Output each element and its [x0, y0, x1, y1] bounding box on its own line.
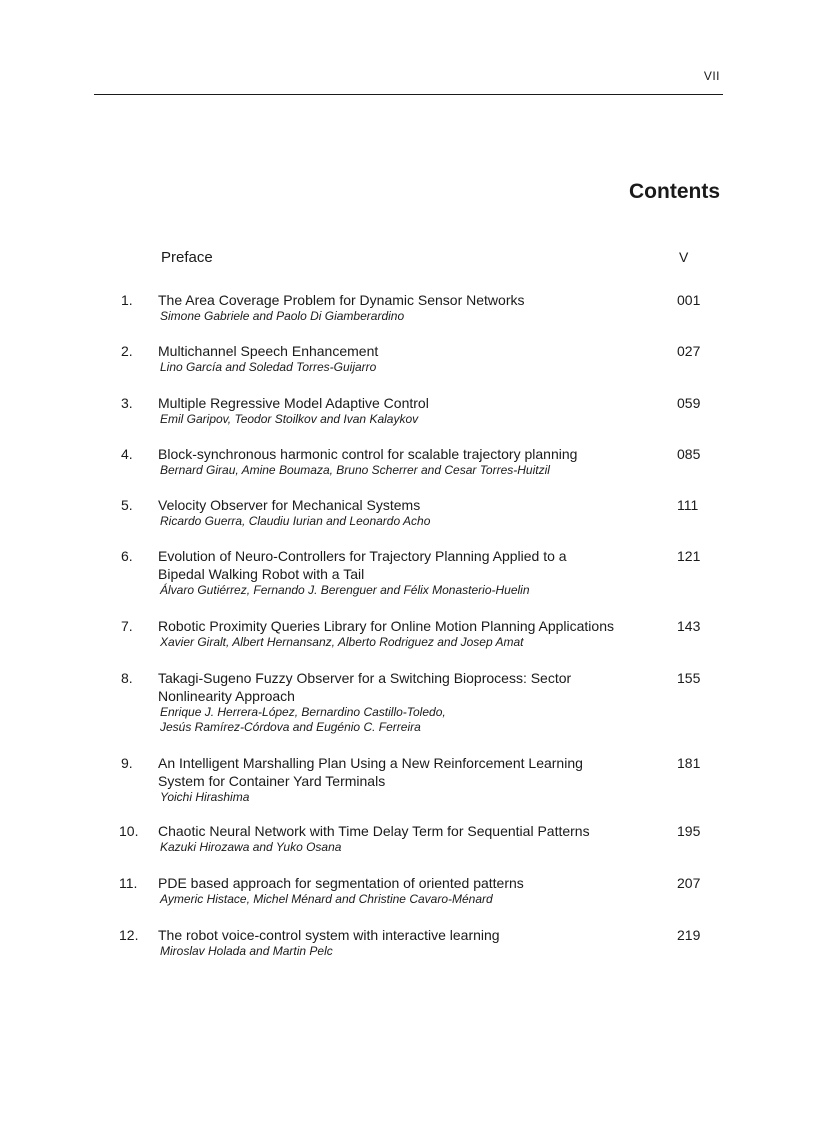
entry-authors: Xavier Giralt, Albert Hernansanz, Alberto Rodriguez and Josep Amat [160, 635, 524, 649]
entry-title: Multichannel Speech Enhancement [158, 343, 379, 359]
entry-page-number: 155 [677, 670, 701, 686]
entry-number: 1. [121, 292, 133, 308]
entry-title: An Intelligent Marshalling Plan Using a New Reinforcement Learning [158, 755, 583, 771]
entry-authors: Ricardo Guerra, Claudiu Iurian and Leonardo Acho [160, 514, 431, 528]
entry-body [158, 617, 663, 650]
entry-page-number: 085 [677, 446, 701, 462]
entry-title: PDE based approach for segmentation of oriented patterns [158, 875, 524, 891]
entry-body [158, 669, 663, 735]
entry-body [158, 291, 663, 324]
entry-body [158, 394, 663, 427]
entry-body [158, 342, 663, 375]
entry-title: Block-synchronous harmonic control for scalable trajectory planning [158, 446, 578, 462]
entry-page-number: 219 [677, 927, 701, 943]
entry-body [158, 926, 663, 959]
entry-title: Velocity Observer for Mechanical Systems [158, 497, 421, 513]
entry-page-number: 111 [677, 497, 699, 513]
entry-authors: Enrique J. Herrera-López, Bernardino Castillo-Toledo, [160, 705, 446, 719]
entry-number: 2. [121, 343, 133, 359]
entry-authors: Álvaro Gutiérrez, Fernando J. Berenguer and Félix Monasterio-Huelin [160, 583, 530, 597]
entry-authors: Emil Garipov, Teodor Stoilkov and Ivan Kalaykov [160, 412, 419, 426]
entry-title: The robot voice-control system with interactive learning [158, 927, 500, 943]
entry-body [158, 496, 663, 529]
entry-authors: Bernard Girau, Amine Boumaza, Bruno Scherrer and Cesar Torres-Huitzil [160, 463, 550, 477]
entry-authors: Jesús Ramírez-Córdova and Eugénio C. Ferreira [160, 720, 421, 734]
entry-page-number: 059 [677, 395, 701, 411]
entry-body [158, 874, 663, 907]
preface-page-number: V [679, 249, 689, 265]
entry-body [158, 754, 663, 805]
contents-title: Contents [629, 180, 720, 203]
entry-number: 9. [121, 755, 133, 771]
entry-page-number: 001 [677, 292, 701, 308]
entry-number: 6. [121, 548, 133, 564]
entry-body [158, 547, 663, 598]
entry-authors: Simone Gabriele and Paolo Di Giamberardino [160, 309, 405, 323]
entry-page-number: 121 [677, 548, 701, 564]
entry-title: Takagi-Sugeno Fuzzy Observer for a Switching Bioprocess: Sector [158, 670, 572, 686]
entry-title: Multiple Regressive Model Adaptive Control [158, 395, 429, 411]
entry-title: System for Container Yard Terminals [158, 773, 386, 789]
page-number: VII [703, 69, 720, 83]
entry-title: Chaotic Neural Network with Time Delay Term for Sequential Patterns [158, 823, 590, 839]
entry-page-number: 195 [677, 823, 701, 839]
entry-number: 8. [121, 670, 133, 686]
entry-body [158, 822, 663, 855]
preface-row[interactable] [0, 249, 816, 269]
entry-page-number: 027 [677, 343, 701, 359]
entry-number: 11. [119, 875, 138, 891]
entry-authors: Lino García and Soledad Torres-Guijarro [160, 360, 377, 374]
entry-page-number: 181 [677, 755, 701, 771]
entry-number: 10. [119, 823, 139, 839]
entry-authors: Kazuki Hirozawa and Yuko Osana [160, 840, 342, 854]
entry-body [158, 445, 663, 478]
entry-title: The Area Coverage Problem for Dynamic Sensor Networks [158, 292, 525, 308]
entry-title: Evolution of Neuro-Controllers for Trajectory Planning Applied to a [158, 548, 567, 564]
entry-page-number: 143 [677, 618, 701, 634]
entry-authors: Yoichi Hirashima [160, 790, 250, 804]
entry-number: 3. [121, 395, 133, 411]
entry-authors: Aymeric Histace, Michel Ménard and Christine Cavaro-Ménard [160, 892, 493, 906]
entry-title: Robotic Proximity Queries Library for Online Motion Planning Applications [158, 618, 614, 634]
entry-page-number: 207 [677, 875, 701, 891]
entry-number: 5. [121, 497, 133, 513]
entry-authors: Miroslav Holada and Martin Pelc [160, 944, 333, 958]
entry-number: 7. [121, 618, 133, 634]
entry-title: Bipedal Walking Robot with a Tail [158, 566, 365, 582]
preface-label: Preface [161, 249, 213, 266]
entry-number: 12. [119, 927, 139, 943]
entry-title: Nonlinearity Approach [158, 688, 295, 704]
header-rule [94, 94, 723, 95]
entry-number: 4. [121, 446, 133, 462]
